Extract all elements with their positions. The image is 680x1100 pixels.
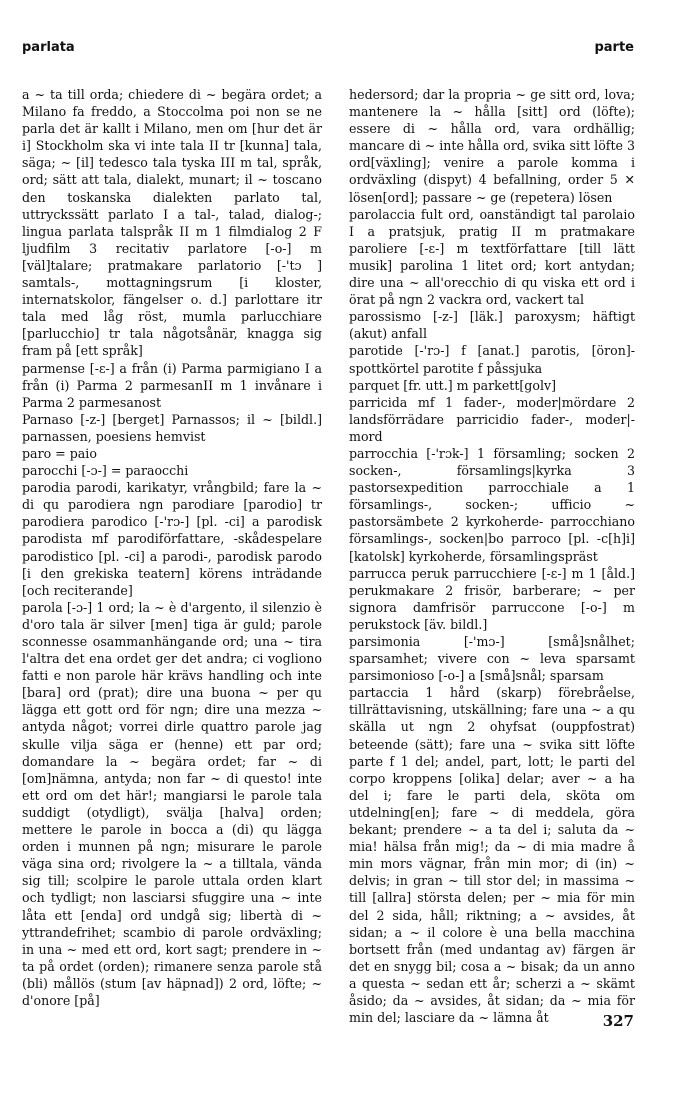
header-right-guide-word: parte bbox=[594, 40, 634, 55]
entry: paro = paio bbox=[22, 445, 97, 461]
entry: parsimonia [-'mɔ-] [små]snålhet; sparsamhet; vivere con ~ leva sparsamt parsimonioso [-o-] a [små]snål; sparsam bbox=[349, 634, 635, 684]
entry: parotide [-'rɔ-] f [anat.] parotis, [öron]-spottkörtel parotite f påssjuka bbox=[349, 343, 635, 376]
entry: parolaccia fult ord, oanständigt tal parolaio I a pratsjuk, pratig II m pratmakare paroliere [-ɛ-] m textförfattare [till lätt musik] parolina 1 litet ord; kort antydan; dire una ~ all'orecchio di qu viska ett ord i örat på ngn 2 vackra ord, vackert tal bbox=[349, 206, 635, 308]
entry: parquet [fr. utt.] m parkett[golv] bbox=[349, 377, 557, 393]
entry: parrocchia [-'rɔk-] 1 församling; socken 2 socken-, församlings|kyrka 3 pastorsexpedition parrocchiale a 1 församlings-, socken-; ufficio ~ pastorsämbete 2 kyrkoherde- parrocchiano församlings-, socken|bo parroco [pl. -c[h]i] [katolsk] kyrkoherde, församlingspräst bbox=[349, 445, 635, 564]
entry: parola [-ɔ-] 1 ord; la ~ è d'argento, il silenzio è d'oro tala är silver [men] tiga är guld; parole sconnesse osammanhängande ord; una ~ tira l'altra det ena ordet ger det andra; ci vogliono fatti e non parole här krävs handling och inte [bara] ord (prat); dire una buona ~ per qu lägga ett gott ord för ngn; dire una mezza ~ antyda något; vorrei dirle quattro parole jag skulle vilja säga er (henne) ett par ord; domandare la ~ begära ordet; far ~ di [om]nämna, antyda; non far ~ di questo! inte ett ord om det här!; mangiarsi le parole tala suddigt (otydligt), svälja [halva] orden; mettere le parole in bocca a (di) qu lägga orden i munnen på ngn; misurare le parole väga sina ord; rivolgere la ~ a tilltala, vända sig till; scolpire le parole uttala orden klart och tydligt; non lasciarsi sfuggire una ~ inte låta ett [enda] ord undgå sig; libertà di ~ yttrandefrihet; scambio di parole ordväxling; in una ~ med ett ord, kort sagt; prendere in ~ ta på ordet (orden); rimanere senza parole stå (bli) mållös (stum [av häpnad]) 2 ord, löfte; ~ d'onore [på] bbox=[22, 599, 322, 1008]
entry: Parnaso [-z-] [berget] Parnassos; il ~ [bildl.] parnassen, poesiens hemvist bbox=[22, 411, 322, 444]
entry: parricida mf 1 fader-, moder|mördare 2 landsförrädare parricidio fader-, moder|-mord bbox=[349, 394, 635, 444]
entry: hedersord; dar la propria ~ ge sitt ord, lova; mantenere la ~ hålla [sitt] ord (löfte); essere di ~ hålla ord, vara ordhällig; mancare di ~ inte hålla ord, svika sitt löfte 3 ord[växling]; venire a parole komma i ordväxling (dispyt) 4 befallning, order 5 ✕ lösen[ord]; passare ~ ge (repetera) lösen bbox=[349, 87, 635, 205]
page-number: 327 bbox=[602, 1012, 634, 1030]
entry: parrucca peruk parrucchiere [-ɛ-] m 1 [åld.] perukmakare 2 frisör, barberare; ~ per signora damfrisör parruccone [-o-] m perukstock [äv. bildl.] bbox=[349, 565, 635, 632]
entry: parocchi [-ɔ-] = paraocchi bbox=[22, 463, 189, 479]
entry: parodia parodi, karikatyr, vrångbild; fare la ~ di qu parodiera ngn parodiare [parodio] tr parodiera parodico [-'rɔ-] [pl. -ci] a parodisk parodista mf parodiförfattare, -skådespelare parodistico [pl. -ci] a parodi-, parodisk parodo [i den grekiska teatern] körens inträdande [och reciterande] bbox=[22, 480, 322, 598]
entry: parmense [-ɛ-] a från (i) Parma parmigiano I a från (i) Parma 2 parmesanII m 1 invånare i Parma 2 parmesanost bbox=[22, 360, 322, 410]
entry: a ~ ta till orda; chiedere di ~ begära ordet; a Milano fa freddo, a Stoccolma poi non se ne parla det är kallt i Milano, men om [hur det är i] Stockholm ska vi inte tala II tr [kunna] tala, säga; ~ [il] tedesco tala tyska III m tal, språk, ord; sätt att tala, dialekt, munart; il ~ toscano den toskanska dialekten parlato tal, uttryckssätt parlato I a tal-, talad, dialog-; lingua parlata talspråk II m 1 filmdialog 2 F ljudfilm 3 recitativ parlatore [-o-] m [väl]talare; pratmakare parlatorio [-'tɔ ] samtals-, mottagningsrum [i kloster, internatskolor, fängelser o. d.] parlottare itr tala med låg röst, mumla parlucchiare [parlucchio] tr tala någotsånär, knagga sig fram på [ett språk] bbox=[22, 87, 322, 359]
entry: parossismo [-z-] [läk.] paroxysm; häftigt (akut) anfall bbox=[349, 309, 635, 342]
header-left-guide-word: parlata bbox=[22, 40, 75, 55]
left-column bbox=[22, 86, 322, 1008]
entry: partaccia 1 hård (skarp) förebråelse, tillrättavisning, utskällning; fare una ~ a qu skälla ut ngn 2 ohyfsat (ouppfostrat) beteende (sätt); fare una ~ svika sitt löfte parte f 1 del; andel, part, lott; le parti del corpo kroppens [olika] delar; aver ~ a ha del i; fare le parti dela, sköta om utdelning[en]; fare ~ di meddela, göra bekant; prendere ~ a ta del i; saluta da ~ mia! hälsa från mig!; da ~ di mia madre å min mors vägnar, från min mor; di (in) ~ delvis; in gran ~ till stor del; in massima ~ till [allra] största delen; per ~ mia för min del 2 sida, håll; riktning; a ~ avsides, åt sidan; a ~ il colore è una bella macchina bortsett från (med undantag av) färgen är det en snygg bil; cosa a ~ bisak; da un anno a questa ~ sedan ett år; scherzi a ~ skämt åsido; da ~ avsides, åt sidan; da ~ mia för min del; lasciare da ~ lämna åt bbox=[349, 685, 635, 1026]
